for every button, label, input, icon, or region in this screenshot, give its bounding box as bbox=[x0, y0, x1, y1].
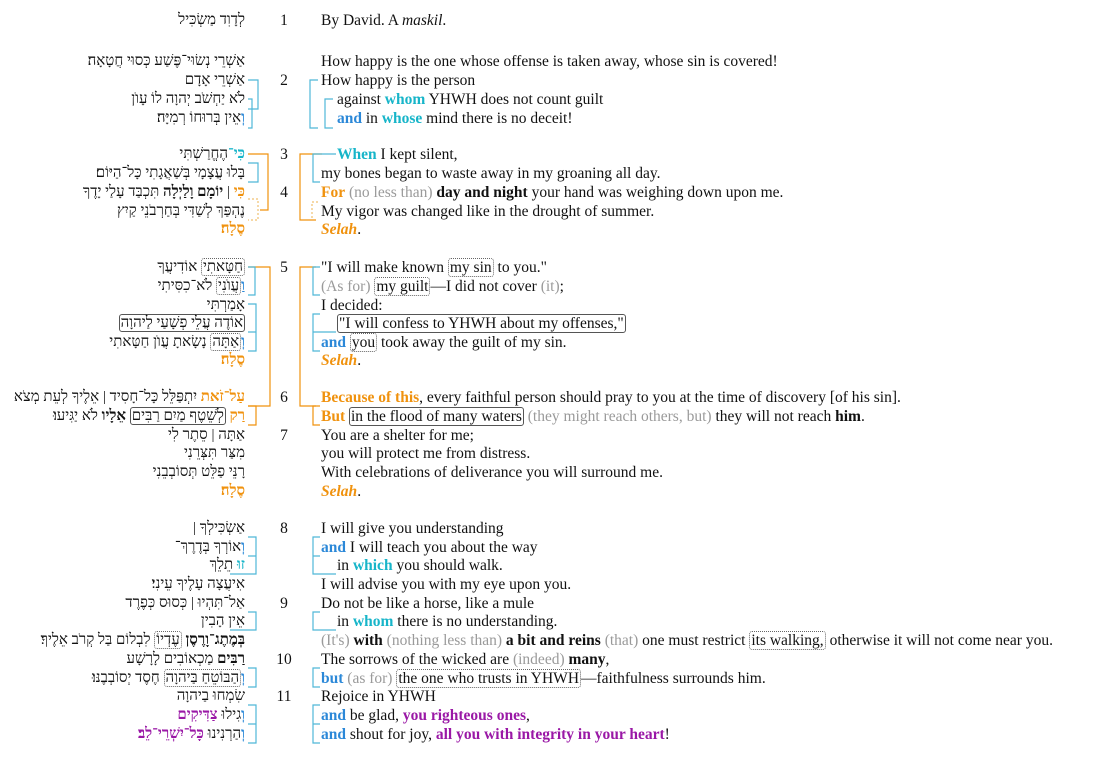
verse-line bbox=[0, 11, 1110, 30]
verse-line bbox=[0, 706, 1110, 725]
hebrew-text bbox=[221, 482, 245, 501]
english-segment: with bbox=[353, 632, 383, 649]
english-translation bbox=[321, 426, 474, 445]
english-translation bbox=[321, 388, 901, 407]
hebrew-text bbox=[184, 444, 245, 463]
hebrew-segment: אַל־תִּהְיוּ | כְּסוּס כְּפֶרֶד bbox=[125, 595, 245, 611]
hebrew-segment: כָּל־יִשְׁרֵי־לֵב׃ bbox=[137, 726, 204, 742]
english-segment: . bbox=[357, 352, 362, 369]
verse-line bbox=[0, 333, 1110, 352]
hebrew-segment: אַתָּה bbox=[212, 334, 240, 350]
verse-number: 3 bbox=[280, 146, 288, 163]
english-translation bbox=[321, 706, 530, 725]
english-segment: I kept silent, bbox=[376, 146, 458, 163]
hebrew-text bbox=[131, 90, 245, 109]
verse-line bbox=[0, 277, 1110, 296]
verse-line bbox=[0, 426, 1110, 445]
hebrew-text bbox=[201, 612, 245, 631]
verse-number: 6 bbox=[280, 389, 288, 406]
hebrew-text bbox=[127, 650, 245, 669]
english-segment: one must restrict bbox=[642, 632, 750, 649]
english-translation bbox=[321, 444, 530, 463]
english-segment: and bbox=[321, 707, 346, 724]
hebrew-segment: גִילוּ bbox=[217, 707, 242, 723]
hebrew-text bbox=[53, 407, 245, 426]
verse-line bbox=[0, 519, 1110, 538]
hebrew-text bbox=[177, 706, 245, 725]
verse-line bbox=[0, 463, 1110, 482]
hebrew-text bbox=[221, 220, 245, 239]
english-segment: you will protect me from distress. bbox=[321, 445, 531, 462]
hebrew-segment: שִׂמְחוּ בַיהוָה bbox=[176, 688, 245, 704]
hebrew-text bbox=[175, 538, 245, 557]
english-segment: mind there is no deceit! bbox=[422, 110, 573, 127]
english-translation bbox=[321, 333, 567, 352]
verse-line bbox=[0, 71, 1110, 90]
english-segment: which bbox=[352, 557, 393, 574]
english-segment: in bbox=[337, 557, 353, 574]
english-segment: Do not be like a horse, like a mule bbox=[321, 595, 535, 612]
hebrew-text bbox=[138, 725, 245, 744]
english-segment: "I will make known bbox=[321, 259, 448, 276]
verse-line bbox=[0, 556, 1110, 575]
english-translation bbox=[321, 407, 865, 426]
verse-line bbox=[0, 164, 1110, 183]
hebrew-segment: חַטָּאתִי bbox=[202, 259, 243, 275]
english-translation bbox=[321, 463, 663, 482]
verse-line bbox=[0, 90, 1110, 109]
hebrew-segment: רָנֵּי פַלֵּט תְּסוֹבְבֵנִי bbox=[152, 464, 245, 480]
hebrew-segment: לִבְלוֹם בַּל קְרֹב אֵלֶיךָ׃ bbox=[40, 632, 155, 648]
english-translation bbox=[321, 71, 475, 90]
english-segment: and bbox=[321, 334, 346, 351]
english-segment: my guilt bbox=[376, 278, 429, 295]
hebrew-segment: וְ bbox=[241, 110, 245, 126]
english-segment: took away the guilt of my sin. bbox=[377, 334, 567, 351]
verse-line bbox=[0, 202, 1110, 221]
english-segment: in the flood of many waters bbox=[351, 408, 522, 425]
hebrew-text bbox=[157, 258, 245, 277]
english-translation bbox=[337, 109, 573, 128]
english-segment: in bbox=[337, 613, 353, 630]
hebrew-segment: לְשֵׁטֶף מַיִם רַבִּים bbox=[131, 408, 224, 424]
english-segment: whom bbox=[384, 91, 426, 108]
hebrew-segment: עַל־זֹאת bbox=[200, 389, 245, 405]
english-translation bbox=[321, 669, 766, 688]
verse-line bbox=[0, 145, 1110, 164]
hebrew-segment: יִתְפַּלֵּל כָּל־חָסִיד | אֵלֶיךָ לְעֵת מְצֹא bbox=[13, 389, 201, 405]
hebrew-segment: זוּ bbox=[236, 557, 245, 573]
hebrew-segment: מַכְאוֹבִים לָרָשָׁע bbox=[126, 651, 218, 667]
verse-line bbox=[0, 594, 1110, 613]
hebrew-segment: כִּי bbox=[233, 184, 245, 200]
verse-number: 5 bbox=[280, 259, 288, 276]
hebrew-text bbox=[157, 109, 245, 128]
english-translation bbox=[321, 351, 361, 370]
english-segment: When bbox=[337, 146, 377, 163]
english-translation bbox=[337, 612, 557, 631]
english-translation bbox=[321, 277, 564, 296]
english-segment: be glad, bbox=[346, 707, 403, 724]
hebrew-segment: בְּמֶתֶג־וָרֶסֶן bbox=[185, 632, 245, 648]
english-segment: (indeed) bbox=[512, 651, 565, 668]
english-segment: , bbox=[605, 651, 610, 668]
english-translation bbox=[321, 631, 1053, 650]
hebrew-text bbox=[177, 687, 245, 706]
english-segment: otherwise it will not come near you. bbox=[825, 632, 1053, 649]
english-segment: With celebrations of deliverance you will surround me. bbox=[321, 464, 663, 481]
hebrew-segment: אַשְׂכִּילְךָ | bbox=[192, 520, 245, 536]
english-translation bbox=[321, 11, 446, 30]
english-segment: But bbox=[321, 408, 346, 425]
hebrew-segment: וַ bbox=[241, 278, 245, 294]
verse-number: 11 bbox=[276, 688, 292, 705]
hebrew-segment: לֹא יַחְשֹׁב יְהוָה לוֹ עָוֺן bbox=[131, 91, 245, 107]
verse-line bbox=[0, 538, 1110, 557]
english-segment: Because of this bbox=[321, 389, 420, 406]
hebrew-text bbox=[92, 669, 245, 688]
hebrew-segment: אֵין הָבִין bbox=[200, 613, 245, 629]
english-segment: (they might reach others, but) bbox=[523, 408, 712, 425]
english-segment: ! bbox=[664, 726, 670, 743]
english-segment: How happy is the person bbox=[321, 72, 476, 89]
hebrew-segment: אֵלָיו bbox=[101, 408, 127, 424]
english-translation bbox=[321, 725, 670, 744]
hebrew-segment: אַתָּה | סֵתֶר לִי bbox=[167, 427, 245, 443]
hebrew-segment: אַשְׁרֵי אָדָם bbox=[184, 72, 245, 88]
hebrew-text bbox=[125, 594, 245, 613]
english-segment: they will not reach bbox=[711, 408, 836, 425]
english-segment: You are a shelter for me; bbox=[321, 427, 474, 444]
hebrew-segment: לֹא יַגִּיעוּ׃ bbox=[52, 408, 102, 424]
english-segment: against bbox=[337, 91, 385, 108]
verse-line bbox=[0, 351, 1110, 370]
hebrew-text bbox=[207, 296, 245, 315]
hebrew-segment: סֶלָה׃ bbox=[220, 352, 245, 368]
english-segment: —faithfulness surrounds him. bbox=[581, 670, 766, 687]
english-segment: (it) bbox=[540, 278, 560, 295]
hebrew-segment: תֵלֵךְ bbox=[209, 557, 237, 573]
english-segment: him bbox=[835, 408, 861, 425]
verse-line bbox=[0, 725, 1110, 744]
english-translation bbox=[337, 314, 626, 333]
english-translation bbox=[321, 594, 534, 613]
hebrew-text bbox=[168, 426, 245, 445]
hebrew-text bbox=[158, 277, 245, 296]
hebrew-segment: אֵין בְּרוּחוֹ רְמִיָּה׃ bbox=[156, 110, 242, 126]
verse-line bbox=[0, 314, 1110, 333]
hebrew-segment: רַק bbox=[229, 408, 245, 424]
hebrew-segment: סֶלָה׃ bbox=[220, 483, 245, 499]
verse-line bbox=[0, 669, 1110, 688]
hebrew-segment: אוֹדֶה עֲלֵי פְשָׁעַי לַיהוָה bbox=[120, 315, 243, 331]
hebrew-segment: הַבּוֹטֵחַ בַּיהוָה bbox=[165, 670, 240, 686]
hebrew-segment: אִיעֲצָה עָלֶיךָ עֵינִי׃ bbox=[151, 576, 245, 592]
hebrew-segment: וְ bbox=[241, 539, 245, 555]
english-segment: (As for) bbox=[321, 278, 375, 295]
english-segment: all you with integrity in your heart bbox=[435, 726, 665, 743]
verse-line bbox=[0, 258, 1110, 277]
hebrew-segment: וְ bbox=[241, 726, 245, 742]
verse-number: 7 bbox=[280, 427, 288, 444]
english-segment: My vigor was changed like in the drought of summer. bbox=[321, 203, 655, 220]
hebrew-segment: וְ bbox=[241, 670, 245, 686]
english-segment: and bbox=[321, 539, 346, 556]
hebrew-segment: נֶהְפַּךְ לְשַׁדִּי בְּחַרְבֹנֵי קַיִץ bbox=[116, 203, 245, 219]
hebrew-segment: חֶסֶד יְסוֹבְבֶנּוּ׃ bbox=[91, 670, 164, 686]
hebrew-text bbox=[185, 71, 245, 90]
english-translation bbox=[321, 687, 436, 706]
english-segment: ; bbox=[559, 278, 564, 295]
hebrew-text bbox=[210, 556, 245, 575]
english-translation bbox=[321, 482, 361, 501]
hebrew-text bbox=[193, 519, 245, 538]
english-segment: "I will confess to YHWH about my offenses," bbox=[339, 315, 624, 332]
english-translation bbox=[321, 220, 361, 239]
english-segment: shout for joy, bbox=[346, 726, 436, 743]
english-segment: you bbox=[351, 334, 376, 351]
english-translation bbox=[321, 183, 783, 202]
verse-line bbox=[0, 444, 1110, 463]
english-segment: a bit and reins bbox=[505, 632, 601, 649]
english-translation bbox=[321, 538, 538, 557]
verse-line bbox=[0, 220, 1110, 239]
english-segment: many bbox=[568, 651, 606, 668]
english-translation bbox=[337, 90, 603, 109]
hebrew-segment: אָמַרְתִּי bbox=[206, 297, 245, 313]
verse-number: 4 bbox=[280, 184, 288, 201]
hebrew-segment: עֲוֺנִי bbox=[218, 278, 240, 294]
verse-number: 8 bbox=[280, 520, 288, 537]
english-segment: . bbox=[357, 221, 362, 238]
english-segment: and bbox=[321, 726, 346, 743]
verse-line bbox=[0, 482, 1110, 501]
verse-line bbox=[0, 650, 1110, 669]
english-segment: my bones began to waste away in my groaning all day. bbox=[321, 165, 661, 182]
english-translation bbox=[321, 296, 383, 315]
english-segment: (no less than) bbox=[345, 184, 437, 201]
english-segment: By David. A bbox=[321, 12, 402, 29]
english-segment: . bbox=[442, 12, 447, 29]
hebrew-text bbox=[109, 333, 245, 352]
english-translation bbox=[321, 52, 778, 71]
hebrew-text bbox=[119, 314, 245, 333]
english-segment: Selah bbox=[321, 221, 358, 238]
english-segment: , every faithful person should pray to you at the time of discovery [of his sin]. bbox=[419, 389, 901, 406]
hebrew-segment: סֶלָה׃ bbox=[220, 221, 245, 237]
english-segment: (It's) bbox=[321, 632, 354, 649]
english-translation bbox=[337, 556, 503, 575]
hebrew-segment: נָשָׂאתָ עֲוֺן חַטָּאתִי bbox=[109, 334, 211, 350]
hebrew-text bbox=[88, 52, 245, 71]
english-segment: whom bbox=[352, 613, 394, 630]
verse-line bbox=[0, 388, 1110, 407]
hebrew-segment: כִּי־ bbox=[227, 146, 245, 162]
hebrew-text bbox=[178, 11, 245, 30]
english-segment: Rejoice in YHWH bbox=[321, 688, 436, 705]
english-segment: . bbox=[357, 483, 362, 500]
hebrew-segment: בָּלוּ עֲצָמָי בְּשַׁאֲגָתִי כָּל־הַיּוֹם׃ bbox=[95, 165, 245, 181]
english-segment: day and night bbox=[436, 184, 528, 201]
english-segment: Selah bbox=[321, 352, 358, 369]
verse-number: 2 bbox=[280, 72, 288, 89]
english-translation bbox=[321, 202, 654, 221]
english-segment: For bbox=[321, 184, 346, 201]
hebrew-segment: אַשְׁרֵי נְשׂוּי־פֶּשַׁע כְּסוּי חֲטָאָה׃ bbox=[87, 53, 245, 69]
english-segment: you righteous ones bbox=[402, 707, 526, 724]
hebrew-text bbox=[153, 463, 245, 482]
english-translation bbox=[321, 650, 609, 669]
english-translation bbox=[321, 164, 660, 183]
english-segment: but bbox=[321, 670, 344, 687]
hebrew-text bbox=[41, 631, 245, 650]
hebrew-segment: לְדָוִד מַשְׂכִּיל bbox=[178, 12, 245, 28]
english-segment: in bbox=[362, 110, 382, 127]
hebrew-segment: צַדִּיקִים bbox=[177, 707, 218, 723]
english-segment: whose bbox=[381, 110, 423, 127]
hebrew-text bbox=[221, 351, 245, 370]
english-segment: maskil bbox=[401, 12, 443, 29]
hebrew-text bbox=[96, 164, 245, 183]
english-translation bbox=[321, 519, 504, 538]
english-segment: Selah bbox=[321, 483, 358, 500]
english-translation bbox=[321, 575, 571, 594]
english-segment: (that) bbox=[600, 632, 643, 649]
hebrew-text bbox=[117, 202, 245, 221]
english-segment: —I did not cover bbox=[430, 278, 541, 295]
hebrew-segment: אוֹדִיעֲךָ bbox=[157, 259, 201, 275]
verse-line bbox=[0, 575, 1110, 594]
english-segment: (as for) bbox=[343, 670, 397, 687]
hebrew-text bbox=[83, 183, 245, 202]
english-segment: to you." bbox=[493, 259, 547, 276]
hebrew-text bbox=[14, 388, 245, 407]
hebrew-segment: עֶדְיוֹ bbox=[156, 632, 180, 648]
english-segment: I will teach you about the way bbox=[346, 539, 538, 556]
english-segment: the one who trusts in YHWH bbox=[398, 670, 580, 687]
english-segment: I will give you understanding bbox=[321, 520, 504, 537]
hebrew-segment: אוֹרְךָ בְּדֶרֶךְ־ bbox=[174, 539, 242, 555]
verse-number: 1 bbox=[280, 12, 288, 29]
hebrew-segment: | bbox=[223, 184, 234, 200]
hebrew-segment: וְ bbox=[241, 707, 245, 723]
verse-number: 9 bbox=[280, 595, 288, 612]
hebrew-segment: רַבִּים bbox=[217, 651, 245, 667]
english-segment: , bbox=[525, 707, 530, 724]
hebrew-segment: הֶחֱרַשְׁתִּי bbox=[179, 146, 228, 162]
verse-line bbox=[0, 109, 1110, 128]
hebrew-text bbox=[152, 575, 245, 594]
english-translation bbox=[321, 258, 547, 277]
english-segment: The sorrows of the wicked are bbox=[321, 651, 513, 668]
verse-line bbox=[0, 612, 1110, 631]
english-segment: my sin bbox=[449, 259, 492, 276]
verse-line bbox=[0, 631, 1110, 650]
hebrew-segment: וְ bbox=[241, 334, 245, 350]
english-segment: and bbox=[337, 110, 362, 127]
verse-line bbox=[0, 52, 1110, 71]
english-segment: (nothing less than) bbox=[382, 632, 506, 649]
english-segment: I will advise you with my eye upon you. bbox=[321, 576, 572, 593]
english-segment: I decided: bbox=[321, 297, 383, 314]
english-segment: your hand was weighing down upon me. bbox=[527, 184, 784, 201]
hebrew-segment: לֹא־כִסִּיתִי bbox=[157, 278, 217, 294]
hebrew-segment: יוֹמָם וָלַיְלָה bbox=[163, 184, 224, 200]
verse-number: 10 bbox=[276, 651, 292, 668]
hebrew-segment: מִצַּר תִּצְּרֵנִי bbox=[183, 445, 245, 461]
english-segment: . bbox=[860, 408, 865, 425]
english-segment: its walking, bbox=[751, 632, 824, 649]
english-segment: you should walk. bbox=[392, 557, 503, 574]
hebrew-segment: הַרְנִינוּ bbox=[203, 726, 242, 742]
english-segment: YHWH does not count guilt bbox=[425, 91, 604, 108]
hebrew-text bbox=[179, 145, 245, 164]
english-translation bbox=[337, 145, 458, 164]
verse-line bbox=[0, 407, 1110, 426]
english-segment: How happy is the one whose offense is taken away, whose sin is covered! bbox=[321, 53, 778, 70]
english-segment: there is no understanding. bbox=[393, 613, 558, 630]
verse-line bbox=[0, 687, 1110, 706]
verse-line bbox=[0, 296, 1110, 315]
verse-line bbox=[0, 183, 1110, 202]
hebrew-segment: תִּכְבַּד עָלַי יָדֶךָ bbox=[82, 184, 163, 200]
